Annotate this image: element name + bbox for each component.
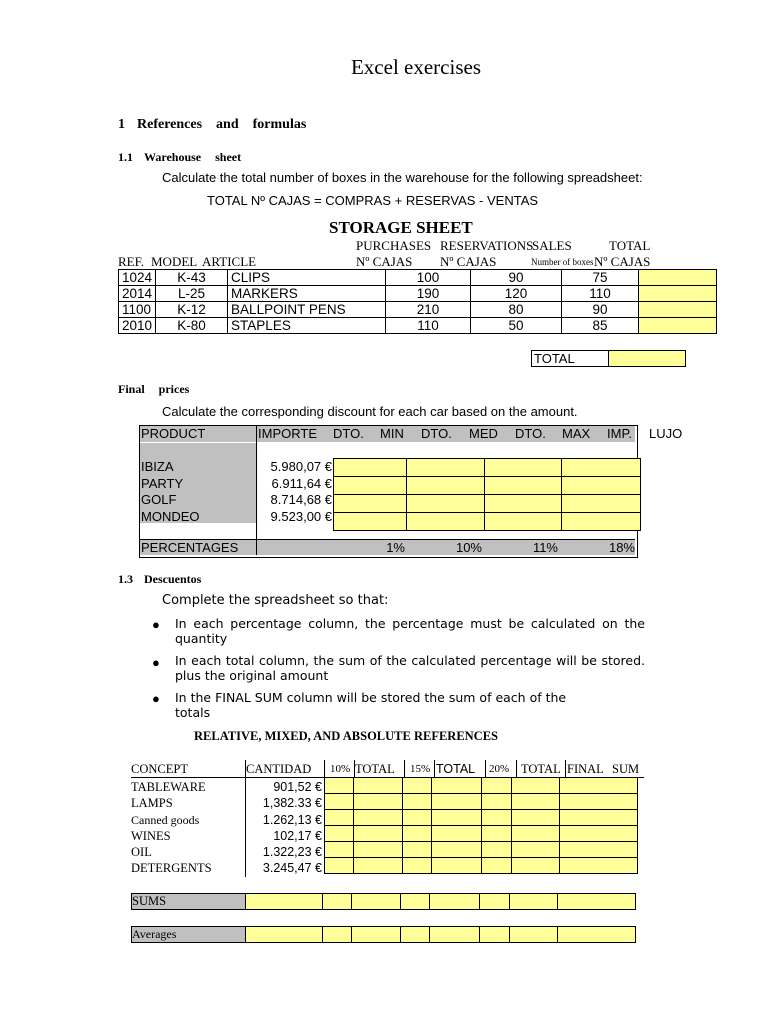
refs-vline bbox=[245, 760, 246, 778]
refs-head-total-15: TOTAL bbox=[436, 762, 476, 776]
head-reservations-boxes: Nº CAJAS bbox=[440, 254, 497, 269]
disc-head-imp: IMP. bbox=[607, 426, 633, 441]
refs-cell[interactable] bbox=[512, 826, 560, 842]
disc-cell[interactable] bbox=[485, 513, 562, 531]
disc-head-importe: IMPORTE bbox=[258, 426, 317, 441]
disc-cell[interactable] bbox=[562, 513, 641, 531]
refs-cell[interactable] bbox=[354, 842, 403, 858]
sums-cell[interactable] bbox=[352, 894, 401, 910]
refs-cell[interactable] bbox=[432, 778, 482, 794]
disc-amounts bbox=[258, 459, 332, 525]
refs-cell[interactable] bbox=[325, 858, 354, 874]
disc-amount-golf[interactable]: 8.714,68 € bbox=[270, 492, 332, 507]
refs-cell[interactable] bbox=[432, 810, 482, 826]
refs-cell[interactable] bbox=[432, 858, 482, 874]
refs-cell[interactable] bbox=[512, 810, 560, 826]
sums-grid bbox=[245, 893, 636, 910]
disc-percent-lujo: 18% bbox=[608, 540, 635, 555]
head-article: ARTICLE bbox=[202, 254, 257, 269]
disc-cell[interactable] bbox=[562, 477, 641, 495]
disc-amount-ibiza[interactable]: 5.980,07 € bbox=[270, 459, 332, 474]
refs-concept: TABLEWARE bbox=[131, 780, 206, 794]
refs-head-10: 10% bbox=[330, 763, 351, 775]
table-row bbox=[119, 270, 717, 286]
head-sales-boxes: Number of boxes bbox=[531, 257, 594, 267]
refs-cell[interactable] bbox=[482, 778, 512, 794]
refs-head-total-10: TOTAL bbox=[355, 762, 395, 776]
sums-cell[interactable] bbox=[401, 894, 430, 910]
refs-cell[interactable] bbox=[403, 826, 432, 842]
bullet-text-2: In each total column, the sum of the calculated percentage will be stored. plus the original amount bbox=[175, 653, 645, 683]
refs-vline bbox=[565, 760, 566, 778]
averages-cell[interactable] bbox=[246, 927, 323, 943]
cell-reservations[interactable]: 90 bbox=[471, 270, 562, 286]
sums-cell[interactable] bbox=[430, 894, 480, 910]
disc-cell[interactable] bbox=[407, 495, 485, 513]
section-heading-1: 1 References and formulas bbox=[118, 117, 307, 132]
cell-total[interactable] bbox=[639, 318, 717, 334]
averages-cell[interactable] bbox=[323, 927, 352, 943]
cell-model[interactable]: L-25 bbox=[156, 286, 228, 302]
refs-amount[interactable]: 102,17 € bbox=[273, 828, 322, 843]
bullet-dot: ● bbox=[152, 617, 160, 632]
sums-cell[interactable] bbox=[323, 894, 352, 910]
disc-head-med: MED bbox=[469, 426, 498, 441]
cell-total[interactable] bbox=[639, 270, 717, 286]
bullet-text-3: In the FINAL SUM column will be stored the sum of each of the totals bbox=[175, 690, 567, 720]
refs-cell[interactable] bbox=[482, 826, 512, 842]
refs-head-15: 15% bbox=[410, 763, 431, 775]
disc-head-min: MIN bbox=[380, 426, 404, 441]
refs-cell[interactable] bbox=[325, 842, 354, 858]
disc-percent-max: 11% bbox=[532, 540, 558, 555]
head-total: TOTAL bbox=[609, 238, 651, 253]
cell-ref[interactable]: 2010 bbox=[119, 318, 156, 334]
cell-ref[interactable]: 1100 bbox=[119, 302, 156, 318]
averages-cell[interactable] bbox=[510, 927, 558, 943]
averages-cell[interactable] bbox=[352, 927, 401, 943]
cell-reservations[interactable]: 50 bbox=[471, 318, 562, 334]
refs-concept: OIL bbox=[131, 845, 152, 860]
bullet-dot: ● bbox=[152, 655, 160, 670]
refs-amount[interactable]: 1.262,13 € bbox=[262, 812, 322, 827]
cell-sales[interactable]: 75 bbox=[562, 270, 639, 286]
refs-cell[interactable] bbox=[403, 842, 432, 858]
refs-vline bbox=[404, 760, 405, 778]
cell-model[interactable]: K-80 bbox=[156, 318, 228, 334]
disc-amount-mondeo[interactable]: 9.523,00 € bbox=[270, 508, 332, 524]
refs-cell[interactable] bbox=[403, 778, 432, 794]
head-purchases: PURCHASES bbox=[356, 238, 432, 253]
disc-cell[interactable] bbox=[407, 459, 485, 477]
refs-concept: Canned goods bbox=[131, 812, 200, 827]
refs-cell[interactable] bbox=[512, 842, 560, 858]
refs-vline bbox=[434, 760, 435, 778]
disc-head-product: PRODUCT bbox=[141, 426, 206, 441]
refs-amount[interactable]: 1,382.33 € bbox=[262, 796, 322, 811]
intro-text: Calculate the total number of boxes in the warehouse for the following spreadsheet: bbox=[162, 170, 643, 185]
disc-cell[interactable] bbox=[562, 495, 641, 513]
disc-products bbox=[141, 459, 200, 525]
refs-cell[interactable] bbox=[482, 794, 512, 810]
refs-head-20: 20% bbox=[489, 763, 510, 775]
cell-ref[interactable]: 1024 bbox=[119, 270, 156, 286]
disc-amount-party[interactable]: 6.911,64 € bbox=[271, 475, 332, 491]
refs-amounts bbox=[246, 779, 322, 877]
refs-concept: WINES bbox=[131, 828, 171, 843]
cell-purchases[interactable]: 100 bbox=[386, 270, 471, 286]
page-title: Excel exercises bbox=[350, 55, 481, 79]
table-row bbox=[119, 286, 717, 302]
disc-product-party: PARTY bbox=[141, 475, 184, 491]
disc-head-max: MAX bbox=[562, 426, 591, 441]
disc-cell[interactable] bbox=[485, 459, 562, 477]
disc-cell[interactable] bbox=[334, 459, 407, 477]
refs-concepts bbox=[131, 779, 212, 877]
sums-cell[interactable] bbox=[510, 894, 558, 910]
disc-head-dto-med: DTO. bbox=[421, 426, 452, 441]
head-reservations: RESERVATIONS bbox=[440, 238, 534, 253]
sums-cell[interactable] bbox=[558, 894, 636, 910]
refs-head-sum: SUM bbox=[612, 762, 640, 776]
cell-model[interactable]: K-12 bbox=[156, 302, 228, 318]
disc-percent-med: 10% bbox=[455, 540, 482, 555]
refs-cell[interactable] bbox=[560, 842, 638, 858]
refs-cell[interactable] bbox=[325, 810, 354, 826]
refs-amount[interactable]: 1.322,23 € bbox=[262, 845, 322, 860]
averages-cell[interactable] bbox=[480, 927, 510, 943]
bullet-dot: ● bbox=[152, 691, 160, 706]
disc-cell[interactable] bbox=[334, 495, 407, 513]
refs-head-final: FINAL bbox=[567, 762, 604, 776]
refs-vline bbox=[245, 778, 246, 877]
refs-cell[interactable] bbox=[325, 778, 354, 794]
disc-head-lujo: LUJO bbox=[649, 426, 683, 441]
refs-head-total-20: TOTAL bbox=[521, 762, 561, 776]
cell-article[interactable]: STAPLES bbox=[228, 318, 386, 334]
cell-purchases[interactable]: 210 bbox=[386, 302, 471, 318]
cell-reservations[interactable]: 80 bbox=[471, 302, 562, 318]
disc-percent-min: 1% bbox=[386, 540, 405, 555]
disc-percent-label: PERCENTAGES bbox=[141, 540, 239, 555]
head-sales: SALES bbox=[532, 238, 572, 253]
refs-vline bbox=[516, 760, 517, 778]
cell-article[interactable]: BALLPOINT PENS bbox=[228, 302, 386, 318]
cell-sales[interactable]: 90 bbox=[562, 302, 639, 318]
head-ref: REF. bbox=[118, 254, 145, 269]
disc-head-dto-max: DTO. bbox=[515, 426, 546, 441]
discount-text: Calculate the corresponding discount for each car based on the amount. bbox=[162, 404, 578, 419]
refs-cell[interactable] bbox=[560, 826, 638, 842]
section-heading-1-1: 1.1 Warehouse sheet bbox=[118, 150, 242, 164]
refs-head-concept: CONCEPT bbox=[131, 762, 188, 776]
refs-vline bbox=[485, 760, 486, 778]
refs-cell[interactable] bbox=[512, 794, 560, 810]
refs-amount[interactable]: 901,52 € bbox=[273, 780, 322, 794]
refs-cell[interactable] bbox=[432, 826, 482, 842]
refs-cell[interactable] bbox=[325, 794, 354, 810]
averages-cell[interactable] bbox=[401, 927, 430, 943]
disc-product-mondeo: MONDEO bbox=[141, 508, 200, 524]
cell-total[interactable] bbox=[639, 302, 717, 318]
refs-cell[interactable] bbox=[560, 794, 638, 810]
averages-label-cell: Averages bbox=[131, 926, 246, 943]
refs-cell[interactable] bbox=[354, 778, 403, 794]
refs-vline bbox=[324, 760, 325, 778]
averages-cell[interactable] bbox=[558, 927, 636, 943]
refs-cell[interactable] bbox=[403, 858, 432, 874]
cell-purchases[interactable]: 110 bbox=[386, 318, 471, 334]
refs-cell[interactable] bbox=[354, 826, 403, 842]
formula-text: TOTAL Nº CAJAS = COMPRAS + RESERVAS - VENTAS bbox=[207, 193, 539, 208]
cell-total[interactable] bbox=[639, 286, 717, 302]
disc-head-dto-min: DTO. bbox=[333, 426, 364, 441]
cell-article[interactable]: CLIPS bbox=[228, 270, 386, 286]
cell-article[interactable]: MARKERS bbox=[228, 286, 386, 302]
refs-cell[interactable] bbox=[403, 810, 432, 826]
refs-cell[interactable] bbox=[354, 794, 403, 810]
disc-cell[interactable] bbox=[562, 459, 641, 477]
refs-cell[interactable] bbox=[512, 858, 560, 874]
cell-model[interactable]: K-43 bbox=[156, 270, 228, 286]
cell-ref[interactable]: 2014 bbox=[119, 286, 156, 302]
disc-cell[interactable] bbox=[334, 513, 407, 531]
refs-cell[interactable] bbox=[482, 842, 512, 858]
disc-product-ibiza: IBIZA bbox=[141, 459, 174, 474]
sums-cell[interactable] bbox=[246, 894, 323, 910]
averages-grid bbox=[245, 926, 636, 943]
refs-amount[interactable]: 3.245,47 € bbox=[262, 861, 322, 876]
sums-label-cell: SUMS bbox=[131, 893, 246, 910]
refs-cell[interactable] bbox=[354, 810, 403, 826]
refs-cell[interactable] bbox=[482, 858, 512, 874]
refs-concept: LAMPS bbox=[131, 796, 173, 811]
head-total-boxes: Nº CAJAS bbox=[594, 254, 651, 269]
total-value-cell[interactable] bbox=[608, 350, 686, 367]
disc-product-golf: GOLF bbox=[141, 492, 177, 507]
discount-vline bbox=[256, 426, 257, 555]
head-model: MODEL bbox=[151, 254, 198, 269]
disc-cell[interactable] bbox=[334, 477, 407, 495]
refs-vline bbox=[354, 760, 355, 778]
table-row bbox=[119, 318, 717, 334]
storage-table bbox=[118, 269, 717, 334]
refs-cell[interactable] bbox=[482, 810, 512, 826]
disc-cell[interactable] bbox=[485, 495, 562, 513]
cell-sales[interactable]: 110 bbox=[562, 286, 639, 302]
refs-cell[interactable] bbox=[432, 842, 482, 858]
averages-cell[interactable] bbox=[430, 927, 480, 943]
disc-cell[interactable] bbox=[407, 513, 485, 531]
bullet-text-1: In each percentage column, the percentage must be calculated on the quantity bbox=[175, 616, 645, 646]
refs-cell[interactable] bbox=[512, 778, 560, 794]
section-heading-final-prices: Final prices bbox=[118, 382, 190, 396]
cell-purchases[interactable]: 190 bbox=[386, 286, 471, 302]
sums-cell[interactable] bbox=[480, 894, 510, 910]
refs-title: RELATIVE, MIXED, AND ABSOLUTE REFERENCES bbox=[194, 729, 498, 743]
disc-cell[interactable] bbox=[485, 477, 562, 495]
refs-cell[interactable] bbox=[560, 778, 638, 794]
refs-cell[interactable] bbox=[560, 858, 638, 874]
disc-cell[interactable] bbox=[407, 477, 485, 495]
refs-head-cantidad: CANTIDAD bbox=[246, 762, 312, 776]
refs-cell[interactable] bbox=[560, 810, 638, 826]
refs-cell[interactable] bbox=[325, 826, 354, 842]
cell-sales[interactable]: 85 bbox=[562, 318, 639, 334]
refs-cell[interactable] bbox=[403, 794, 432, 810]
refs-concept: DETERGENTS bbox=[131, 861, 212, 876]
table-row bbox=[119, 302, 717, 318]
section-heading-1-3: 1.3 Descuentos bbox=[118, 572, 202, 586]
refs-cell[interactable] bbox=[432, 794, 482, 810]
storage-sheet-title: STORAGE SHEET bbox=[329, 218, 473, 237]
cell-reservations[interactable]: 120 bbox=[471, 286, 562, 302]
total-label-cell: TOTAL bbox=[531, 350, 610, 367]
refs-input-grid bbox=[324, 777, 638, 874]
discount-input-grid bbox=[333, 458, 641, 531]
head-purchases-boxes: Nº CAJAS bbox=[356, 254, 413, 269]
complete-text: Complete the spreadsheet so that: bbox=[162, 593, 389, 608]
refs-cell[interactable] bbox=[354, 858, 403, 874]
